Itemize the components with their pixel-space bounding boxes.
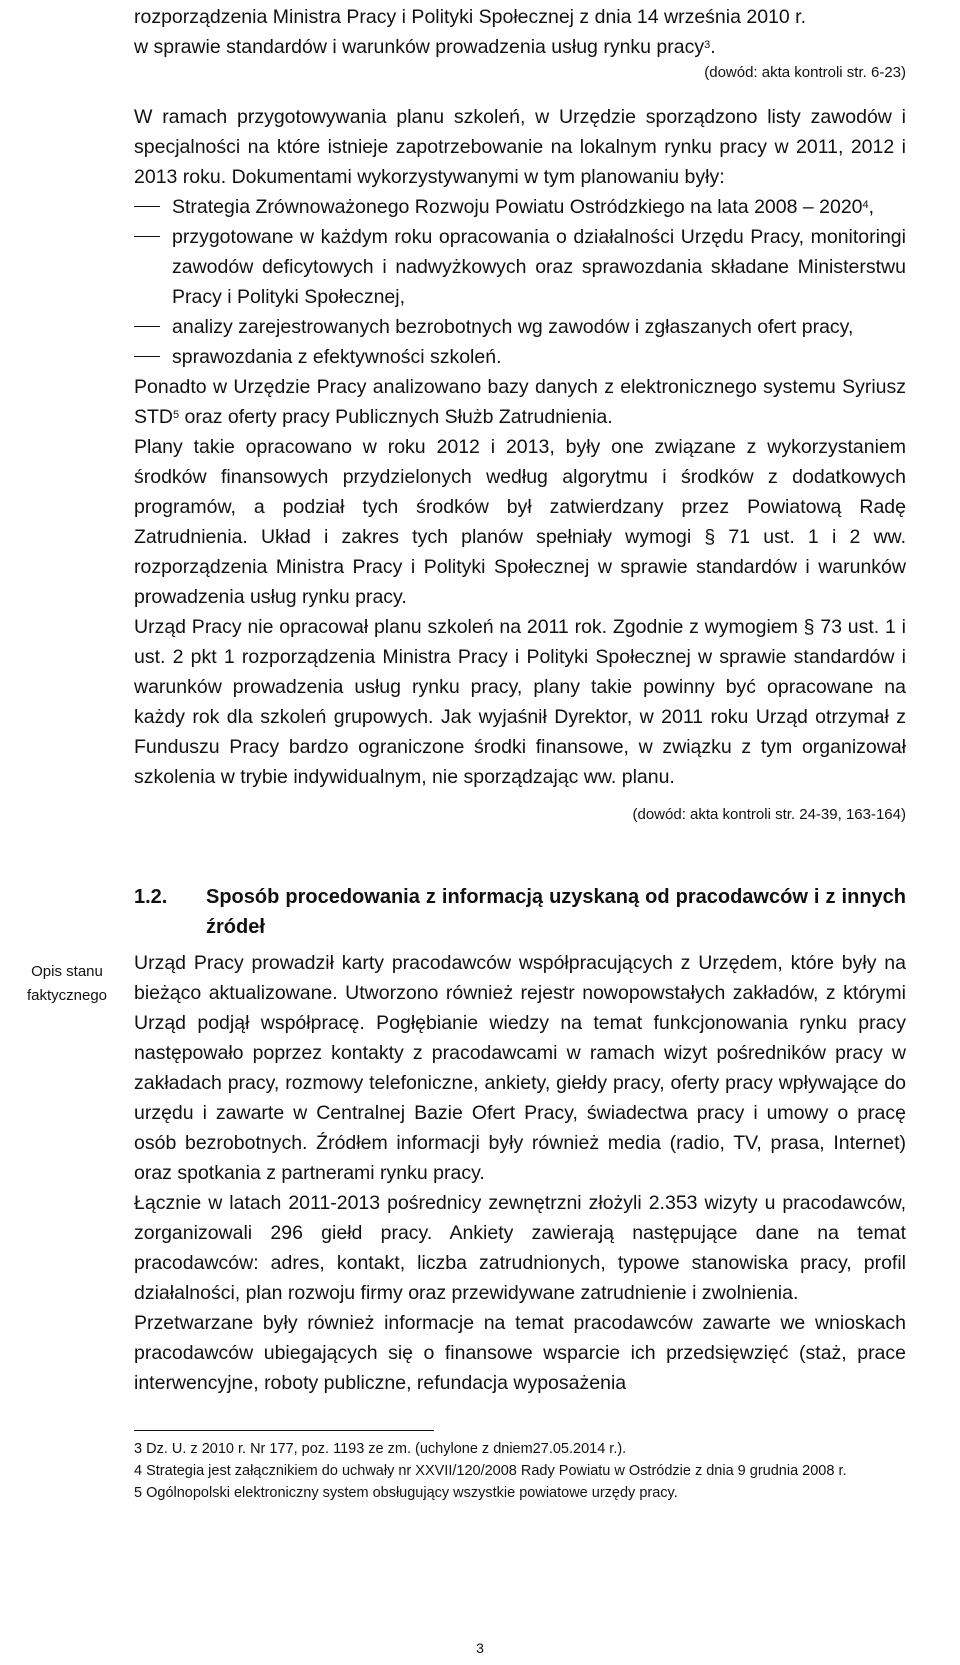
dash-bullet (134, 326, 160, 327)
footnote-3: 3 Dz. U. z 2010 r. Nr 177, poz. 1193 ze zm. (uchylone z dniem27.05.2014 r.). (134, 1441, 627, 1457)
list-item: analizy zarejestrowanych bezrobotnych wg zawodów i zgłaszanych ofert pracy, (134, 312, 906, 342)
footnote-ref-4[interactable]: 4 (862, 199, 869, 211)
footnote-ref-5[interactable]: 5 (173, 409, 180, 421)
evidence-source-2: (dowód: akta kontroli str. 24-39, 163-164) (632, 806, 906, 823)
footnote-5: 5 Ogólnopolski elektroniczny system obsługujący wszystkie powiatowe urzędy pracy. (134, 1485, 678, 1501)
list-item: sprawozdania z efektywności szkoleń. (134, 342, 906, 372)
section-title: Sposób procedowania z informacją uzyskaną od pracodawców i z innych źródeł (206, 886, 906, 938)
footnote-ref-3[interactable]: 3 (704, 39, 711, 51)
paragraph-databases: Ponadto w Urzędzie Pracy analizowano bazy danych z elektronicznego systemu Syriusz STD$^5$ oraz oferty pracy Publicznych Służb Zatrudnienia. (134, 376, 906, 428)
paragraph-employer-cards: Urząd Pracy prowadził karty pracodawców współpracujących z Urzędem, które były na bieżąco aktualizowane. Utworzono również rejestr nowopowstałych zakładów, z którymi Urząd podjął współpracę. Pogłębianie wiedzy na temat funkcjonowania rynku pracy następowało poprzez kontakty z pracodawcami w ramach wizyt pośredników pracy w zakładach pracy, rozmowy telefoniczne, ankiety, giełdy pracy, oferty pracy wpływające do urzędu i zawarte w Centralnej Bazie Ofert Pracy, świadectwa pracy i umowy o pracę osób bezrobotnych. Źródłem informacji były również media (radio, TV, prasa, Internet) oraz spotkania z partnerami rynku pracy. (134, 952, 906, 1184)
evidence-source-1: (dowód: akta kontroli str. 6-23) (704, 64, 906, 81)
main-block-1 (134, 102, 906, 826)
paragraph-no-plan-2011: Urząd Pracy nie opracował planu szkoleń na 2011 rok. Zgodnie z wymogiem § 73 ust. 1 i ust. 2 pkt 1 rozporządzenia Ministra Pracy i Polityki Społecznej w sprawie standardów i warunków prowadzenia usług rynku pracy, plany takie powinny być opracowane na każdy rok dla szkoleń grupowych. Jak wyjaśnił Dyrektor, w 2011 roku Urząd otrzymał z Funduszu Pracy bardzo ograniczone środki finansowe, w związku z tym organizował szkolenia w trybie indywidualnym, nie sporządzając ww. planu. (134, 616, 906, 788)
paragraph-training-plan: W ramach przygotowywania planu szkoleń, w Urzędzie sporządzono listy zawodów i specjalności na które istnieje zapotrzebowanie na lokalnym rynku pracy w 2011, 2012 i 2013 roku. Dokumentami wykorzystywanymi w tym planowaniu były: (134, 106, 906, 188)
section-number: 1.2. (134, 886, 168, 908)
paragraph-processed-info: Przetwarzane były również informacje na temat pracodawców zawarte we wnioskach pracodawców ubiegających się o finansowe wsparcie ich przedsięwzięć (staż, prace interwencyjne, roboty publiczne, refundacja wyposażenia (134, 1312, 906, 1394)
sidebar-label: Opis stanu faktycznego (26, 963, 108, 1004)
main-block-2 (134, 948, 906, 1398)
section-heading (134, 882, 906, 942)
list-item: Strategia Zrównoważonego Rozwoju Powiatu Ostródzkiego na lata 2008 – 2020$^4$, (134, 192, 906, 222)
dash-bullet (134, 356, 160, 357)
footnotes (134, 1438, 906, 1504)
dash-bullet (134, 206, 160, 207)
page-number: 3 (476, 1640, 484, 1656)
top-line-1: rozporządzenia Ministra Pracy i Polityki Społecznej z dnia 14 września 2010 r. (134, 6, 806, 28)
top-line-2: w sprawie standardów i warunków prowadzenia usług rynku pracy$^3$. (134, 36, 716, 58)
paragraph-visits: Łącznie w latach 2011-2013 pośrednicy zewnętrzni złożyli 2.353 wizyty u pracodawców, zorganizowali 296 giełd pracy. Ankiety zawierają następujące dane na temat pracodawców: adres, kontakt, liczba zatrudnionych, typowe stanowiska pracy, profil działalności, plan rozwoju firmy oraz przewidywane zatrudnienie i zwolnienia. (134, 1192, 906, 1304)
top-block (134, 2, 906, 84)
footnote-4: 4 Strategia jest załącznikiem do uchwały nr XXVII/120/2008 Rady Powiatu w Ostródzie z dnia 9 grudnia 2008 r. (134, 1463, 847, 1479)
paragraph-plans-2012-2013: Plany takie opracowano w roku 2012 i 2013, były one związane z wykorzystaniem środków finansowych przydzielonych według algorytmu i środków z dodatkowych programów, a podział tych środków był zatwierdzany przez Powiatową Radę Zatrudnienia. Układ i zakres tych planów spełniały wymogi § 71 ust. 1 i 2 ww. rozporządzenia Ministra Pracy i Polityki Społecznej w sprawie standardów i warunków prowadzenia usług rynku pracy. (134, 436, 906, 608)
footnote-divider (134, 1430, 434, 1431)
dash-bullet (134, 236, 160, 237)
list-item: przygotowane w każdym roku opracowania o działalności Urzędu Pracy, monitoringi zawodów deficytowych i nadwyżkowych oraz sprawozdania składane Ministerstwu Pracy i Polityki Społecznej, (134, 222, 906, 312)
